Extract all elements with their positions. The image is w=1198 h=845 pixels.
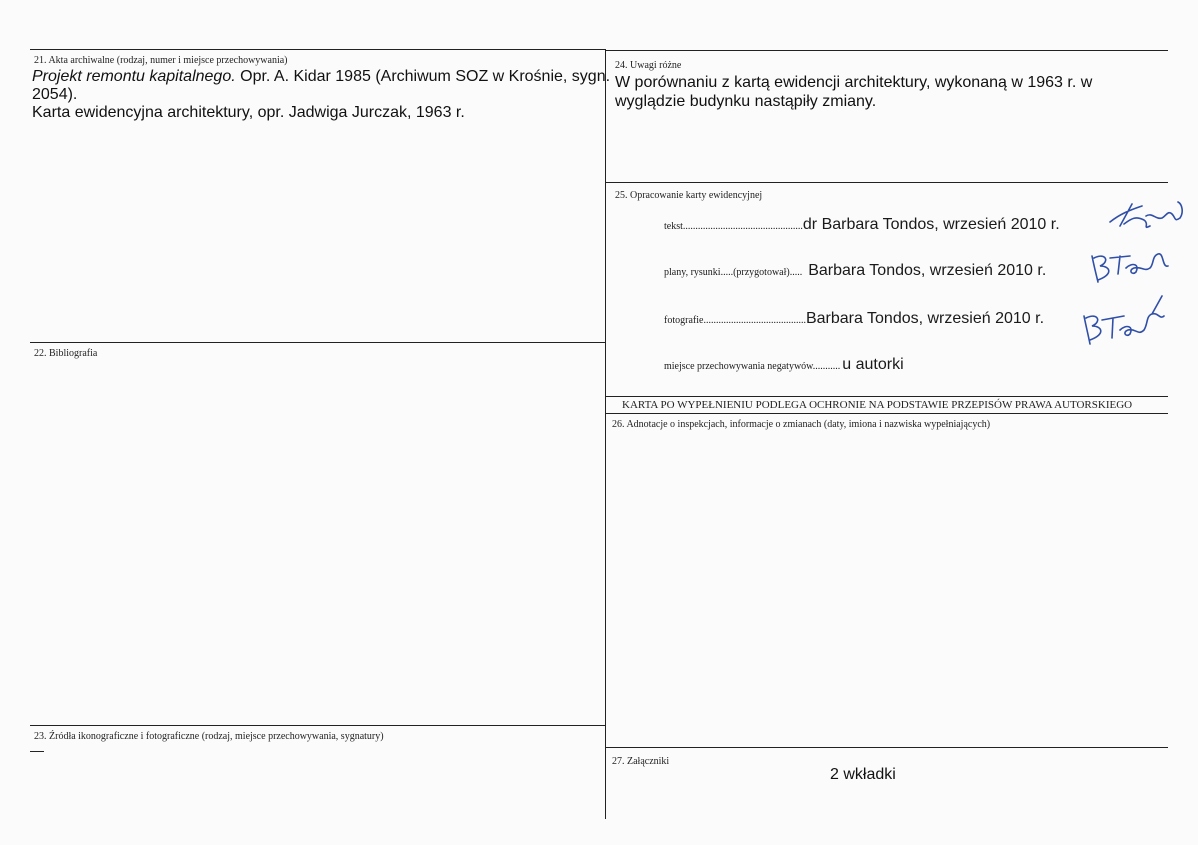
- box25-tekst-row: [664, 216, 1060, 234]
- copyright-notice: KARTA PO WYPEŁNIENIU PODLEGA OCHRONIE NA PODSTAWIE PRZEPISÓW PRAWA AUTORSKIEGO: [622, 399, 1133, 411]
- signature-icon: [1088, 244, 1172, 288]
- tekst-value: dr Barbara Tondos, wrzesień 2010 r.: [802, 216, 1060, 233]
- box24-line1: W porównaniu z kartą ewidencji architektury, wykonaną w 1963 r. w: [615, 74, 1093, 91]
- foto-dots: .........................................: [703, 315, 806, 326]
- box25-neg-row: [664, 356, 904, 374]
- box21-line2: 2054).: [32, 86, 78, 103]
- tekst-label: tekst: [664, 221, 683, 232]
- box23-value: —: [30, 742, 44, 758]
- box25-label: 25. Opracowanie karty ewidencyjnej: [615, 190, 763, 201]
- box25-foto-row: [664, 310, 1044, 328]
- divider-26-27: [605, 747, 1168, 748]
- foto-label: fotografie: [664, 315, 704, 326]
- divider-21-22: [30, 342, 605, 343]
- box27-label: 27. Załączniki: [612, 756, 670, 767]
- plany-value: Barbara Tondos, wrzesień 2010 r.: [808, 262, 1047, 279]
- box21-line1: [32, 68, 610, 86]
- box21-line1-rest: Opr. A. Kidar 1985 (Archiwum SOZ w Krośnie, sygn.: [235, 68, 611, 85]
- box24-line2: wyglądzie budynku nastąpiły zmiany.: [615, 93, 877, 110]
- foto-value: Barbara Tondos, wrzesień 2010 r.: [805, 310, 1045, 327]
- divider-25-notice: [605, 396, 1168, 397]
- box25-plany-row: [664, 262, 1046, 280]
- neg-value: u autorki: [842, 356, 904, 373]
- top-border-left: [30, 49, 605, 50]
- divider-22-23: [30, 725, 605, 726]
- tekst-dots: ................................................: [682, 221, 803, 232]
- divider-24-25: [605, 182, 1168, 183]
- signature-icon: [1106, 196, 1188, 236]
- plany-label: plany, rysunki.....(przygotował).....: [664, 267, 803, 278]
- center-divider: [605, 49, 606, 819]
- box22-label: 22. Bibliografia: [34, 348, 98, 359]
- signature-icon: [1080, 290, 1172, 350]
- box23-label: 23. Źródła ikonograficzne i fotograficzne (rodzaj, miejsce przechowywania, sygnatury): [34, 731, 384, 742]
- neg-label: miejsce przechowywania negatywów...........: [664, 361, 841, 372]
- box24-label: 24. Uwagi różne: [615, 60, 682, 71]
- divider-notice-26: [605, 413, 1168, 414]
- box26-label: 26. Adnotacje o inspekcjach, informacje o zmianach (daty, imiona i nazwiska wypełniających): [612, 419, 991, 430]
- box21-line3: Karta ewidencyjna architektury, opr. Jadwiga Jurczak, 1963 r.: [32, 104, 465, 121]
- box21-italic-title: Projekt remontu kapitalnego.: [32, 68, 236, 85]
- top-border-right: [605, 50, 1168, 51]
- box21-label: 21. Akta archiwalne (rodzaj, numer i miejsce przechowywania): [34, 55, 288, 66]
- box27-value: 2 wkładki: [830, 766, 896, 783]
